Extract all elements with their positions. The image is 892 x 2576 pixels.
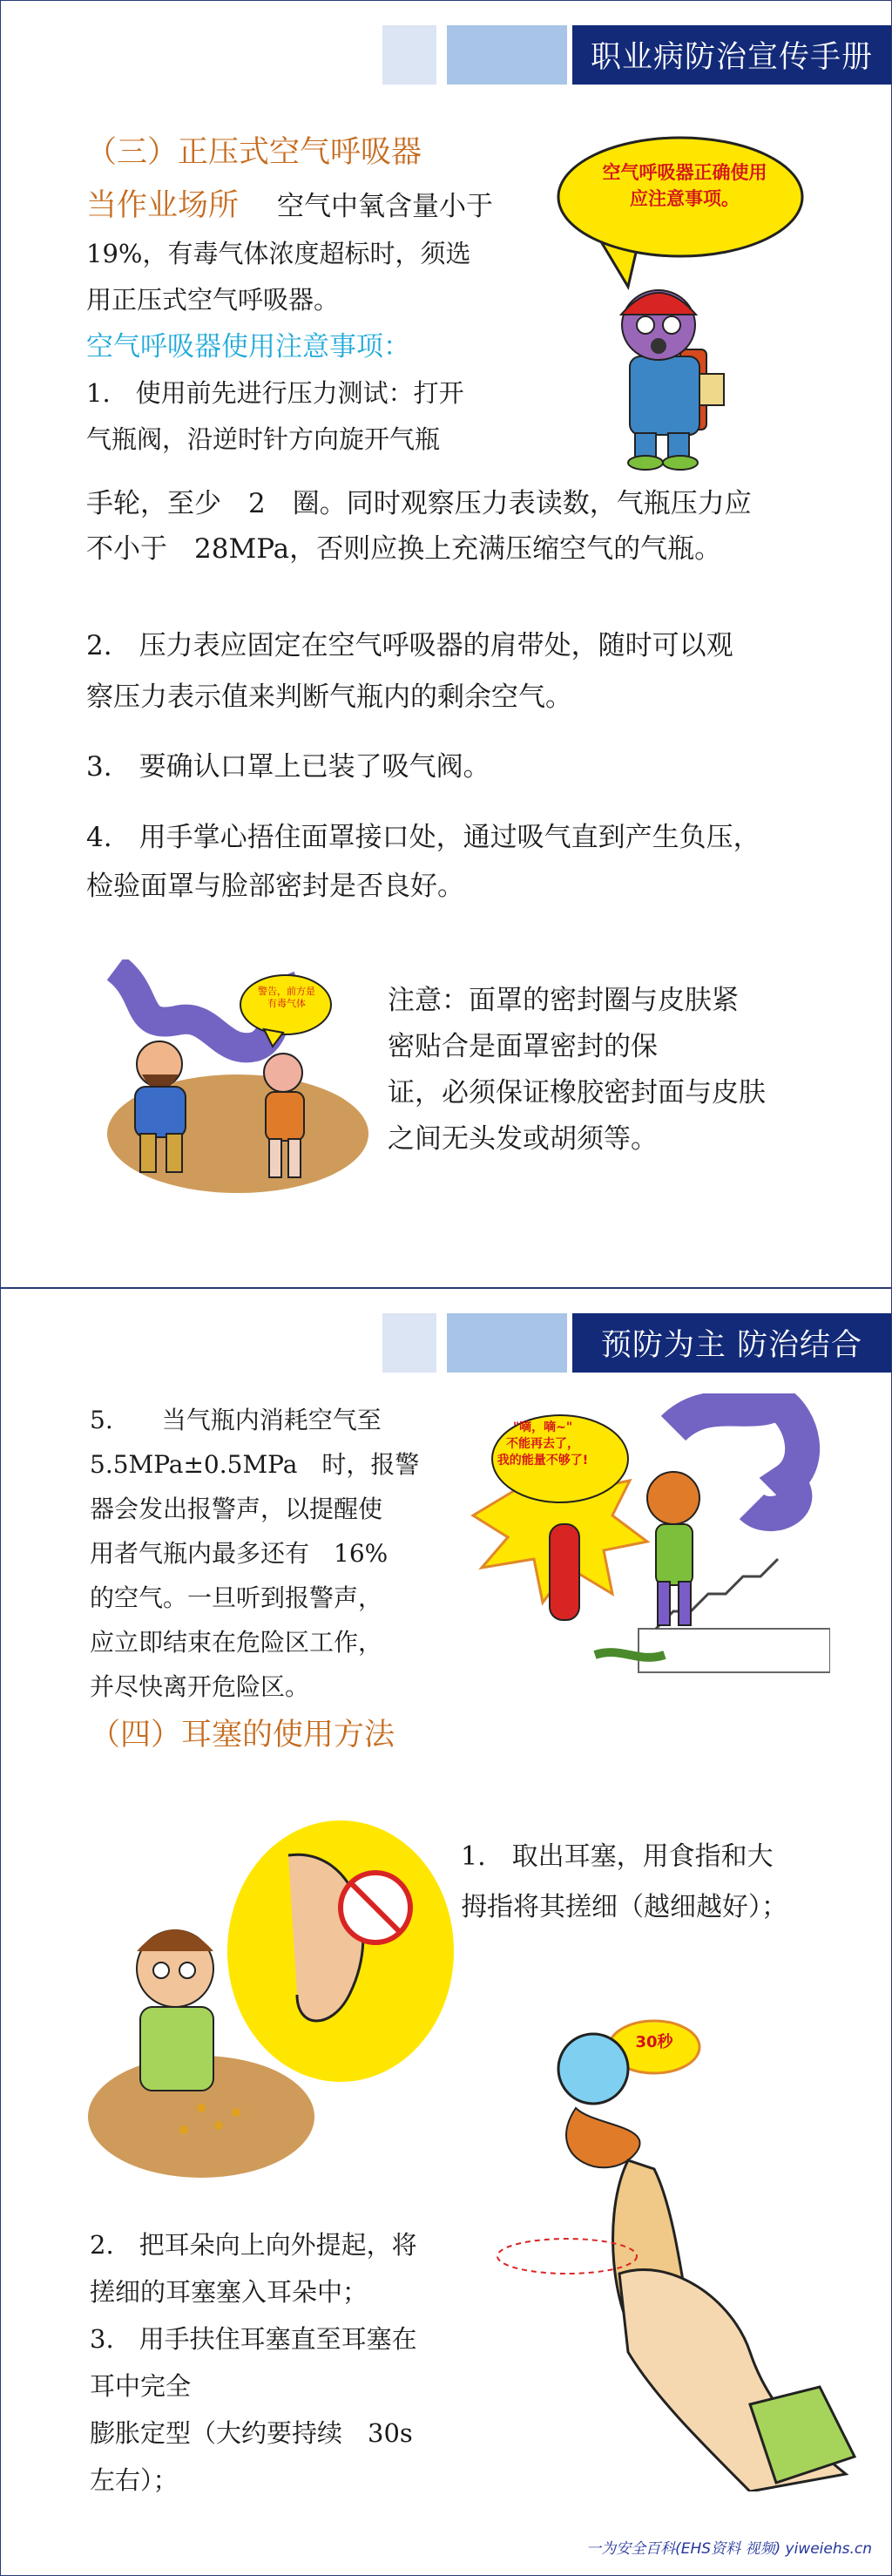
step-3-line-3: 膨胀定型（大约要持续 30s — [90, 2418, 413, 2448]
item-5-line-2: 5.5MPa±0.5MPa 时，报警 — [90, 1450, 420, 1479]
header-title: 预防为主 防治结合 — [572, 1313, 891, 1373]
bubble-line-1: 空气呼吸器正确使用 — [602, 162, 767, 183]
alarm-bubble-text — [489, 1420, 597, 1469]
step-2-line-1: 2. 把耳朵向上向外提起，将 — [90, 2230, 417, 2260]
item-5-line-1: 5. 当气瓶内消耗空气至 — [90, 1406, 382, 1434]
item-5-line-6: 应立即结束在危险区工作， — [90, 1628, 383, 1657]
bubble-line-2: 应注意事项。 — [630, 188, 740, 209]
section-title-earplugs: （四）耳塞的使用方法 — [90, 1718, 395, 1752]
header-band-light — [382, 1313, 436, 1373]
earplug-boy-illustration — [88, 1820, 454, 2186]
header-band-light — [382, 25, 436, 85]
step-1-line-2: 拇指将其搓细（越细越好）； — [461, 1892, 787, 1922]
header-title: 职业病防治宣传手册 — [572, 25, 891, 85]
bubble-text — [567, 159, 802, 212]
item-5-line-3: 器会发出报警声，以提醒使 — [90, 1495, 383, 1523]
item-2-line-2: 察压力表示值来判断气瓶内的剩余空气。 — [86, 681, 572, 713]
footer-credit: 一为安全百科(EHS资料 视频) yiweiehs.cn — [586, 2540, 872, 2558]
intro-line-1 — [86, 183, 493, 229]
alarm-bubble-line-2: 不能再去了， — [506, 1437, 579, 1451]
note-line-1 — [388, 977, 739, 1025]
section-title: （三）正压式空气呼吸器 — [86, 135, 422, 170]
step-3-line-4: 左右）； — [90, 2465, 179, 2495]
header-band-mid — [447, 1313, 567, 1373]
item-1-line-1: 1. 使用前先进行压力测试：打开 — [86, 378, 464, 408]
small-bubble-text: 警告，前方是有毒气体 — [258, 986, 315, 1009]
item-5-line-5: 的空气。一旦听到报警声， — [90, 1583, 383, 1612]
step-2-line-2: 搓细的耳塞塞入耳朵中； — [90, 2277, 368, 2307]
intro-rest: 空气中氧含量小于 — [277, 191, 494, 222]
step-3-line-1: 3. 用手扶住耳塞直至耳塞在 — [90, 2324, 417, 2354]
header-band-mid — [447, 25, 567, 85]
note-line-1-text: 注意：面罩的密封圈与皮肤紧 — [388, 985, 739, 1016]
intro-line-3: 用正压式空气呼吸器。 — [86, 285, 340, 315]
note-line-2: 密贴合是面罩密封的保 — [388, 1031, 658, 1062]
intro-line-2: 19%，有毒气体浓度超标时，须选 — [86, 239, 471, 268]
item-4-line-2: 检验面罩与脸部密封是否良好。 — [86, 871, 464, 902]
item-5-line-7: 并尽快离开危险区。 — [90, 1672, 310, 1701]
item-2-line-1: 2. 压力表应固定在空气呼吸器的肩带处，随时可以观 — [86, 630, 733, 661]
item-3: 3. 要确认口罩上已装了吸气阀。 — [86, 751, 490, 783]
note-line-3: 证，必须保证橡胶密封面与皮肤 — [388, 1077, 766, 1108]
note-line-4: 之间无头发或胡须等。 — [388, 1123, 658, 1155]
notes-heading: 空气呼吸器使用注意事项： — [86, 331, 410, 363]
timer-label: 30秒 — [635, 2033, 673, 2051]
step-1-line-1: 1. 取出耳塞，用食指和大 — [461, 1841, 774, 1872]
item-1-line-3: 手轮，至少 2 圈。同时观察压力表读数，气瓶压力应 — [86, 488, 752, 519]
earplug-hand-illustration — [489, 1986, 872, 2491]
item-1-line-2: 气瓶阀，沿逆时针方向旋开气瓶 — [86, 424, 441, 454]
step-3-line-2: 耳中完全 — [90, 2371, 192, 2401]
page-2 — [0, 1288, 892, 2576]
intro-lead: 当作业场所 — [86, 188, 240, 223]
item-5-line-4: 用者气瓶内最多还有 16% — [90, 1539, 389, 1568]
item-1-line-4: 不小于 28MPa，否则应换上充满压缩空气的气瓶。 — [86, 533, 722, 565]
item-4-line-1: 4. 用手掌心捂住面罩接口处，通过吸气直到产生负压， — [86, 822, 760, 853]
alarm-bubble-line-1: "嘀，嘀~" — [512, 1420, 573, 1434]
alarm-bubble-line-3: 我的能量不够了! — [497, 1454, 589, 1468]
toxic-gas-warning-illustration — [98, 959, 368, 1195]
